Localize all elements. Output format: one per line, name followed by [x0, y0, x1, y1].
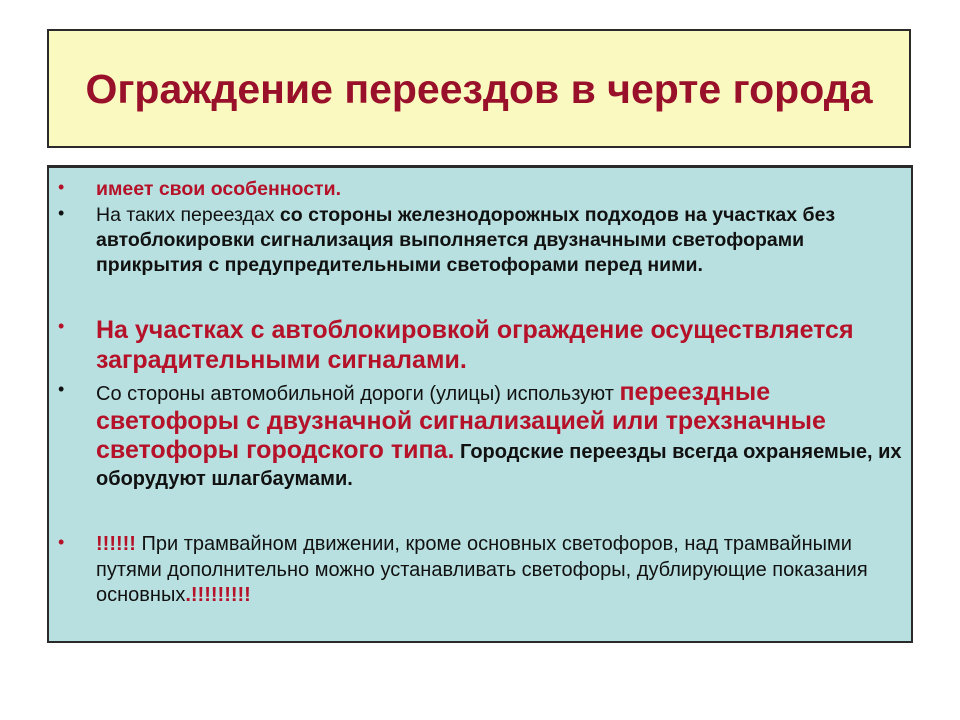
bullet-5-red-end: .!!!!!!!!!	[185, 584, 251, 606]
bullet-2-normal: На таких переездах	[96, 204, 280, 226]
bullet-3-text: На участках с автоблокировкой ограждение осуществляется заградительными сигналами.	[96, 316, 854, 374]
bullet-4-red-bold: переездные светофоры с двузначной сигнализацией или трехзначные светофоры городского типа.	[96, 378, 826, 464]
content-box	[47, 165, 913, 643]
bullet-5-normal: При трамвайном движении, кроме основных светофоров, над трамвайными путями дополнительно можно устанавливать светофоры, дублирующие показания основных	[96, 533, 868, 606]
bullet-4-text	[96, 379, 903, 493]
bullet-marker: •	[58, 316, 65, 336]
bullet-marker: •	[58, 532, 65, 552]
bullet-marker: •	[58, 203, 65, 223]
slide-title: Ограждение переездов в черте города	[85, 66, 873, 112]
bullet-5-red-start: !!!!!!	[96, 533, 136, 555]
bullet-4-bold-dark: Городские переезды всегда охраняемые, их оборудуют шлагбаумами.	[96, 441, 902, 490]
bullet-2-text	[96, 203, 903, 278]
bullet-2-bold: со стороны железнодорожных подходов на участках без автоблокировки сигнализация выполняется двузначными светофорами прикрытия с предупредительными светофорами перед ними.	[96, 204, 836, 276]
bullet-marker: •	[58, 379, 65, 399]
title-box	[47, 29, 911, 148]
bullet-1-text: имеет свои особенности.	[96, 178, 342, 200]
bullet-5-text	[96, 532, 903, 609]
bullet-marker: •	[58, 177, 65, 197]
bullet-4-normal: Со стороны автомобильной дороги (улицы) используют	[96, 383, 620, 405]
